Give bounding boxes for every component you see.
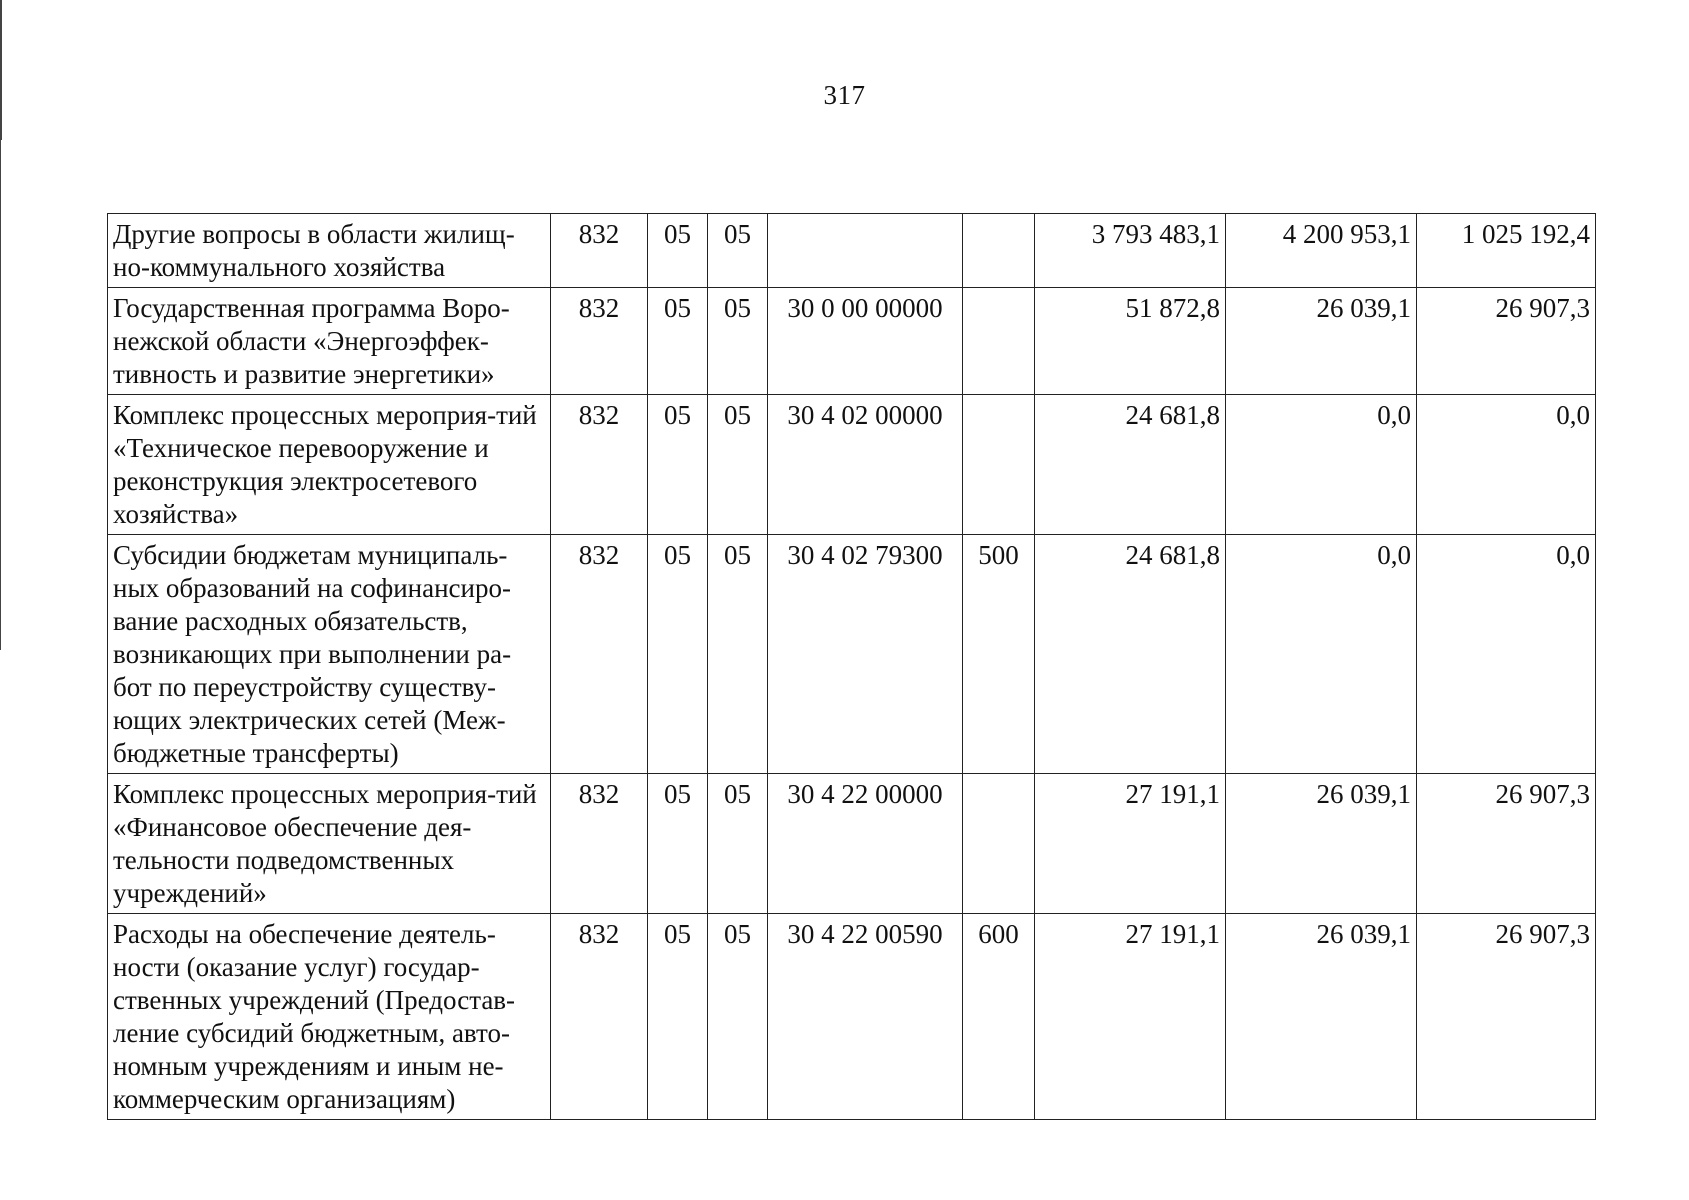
pr-code: 05	[708, 914, 768, 1120]
pr-code: 05	[708, 288, 768, 395]
sum-year-3: 26 907,3	[1417, 288, 1596, 395]
ved-code: 832	[551, 914, 648, 1120]
sum-year-2: 4 200 953,1	[1226, 214, 1417, 288]
table-row	[108, 914, 1596, 1120]
sum-year-2: 0,0	[1226, 395, 1417, 535]
rz-code: 05	[648, 288, 708, 395]
vr-code	[963, 214, 1035, 288]
vr-code	[963, 395, 1035, 535]
ved-code: 832	[551, 774, 648, 914]
vr-code	[963, 774, 1035, 914]
table-row	[108, 214, 1596, 288]
rz-code: 05	[648, 395, 708, 535]
vr-code: 600	[963, 914, 1035, 1120]
rz-code: 05	[648, 914, 708, 1120]
rz-code: 05	[648, 214, 708, 288]
vr-code: 500	[963, 535, 1035, 774]
sum-year-3: 1 025 192,4	[1417, 214, 1596, 288]
ved-code: 832	[551, 288, 648, 395]
table-row	[108, 535, 1596, 774]
csr-code: 30 4 02 00000	[768, 395, 963, 535]
row-name: Субсидии бюджетам муниципаль-ных образований на софинансиро-вание расходных обязательств, возникающих при выполнении ра-бот по переустройству существу-ющих электрических сетей (Меж-бюджетные трансферты)	[108, 535, 551, 774]
sum-year-3: 26 907,3	[1417, 914, 1596, 1120]
csr-code: 30 4 22 00000	[768, 774, 963, 914]
sum-year-2: 26 039,1	[1226, 288, 1417, 395]
sum-year-2: 0,0	[1226, 535, 1417, 774]
table-row	[108, 774, 1596, 914]
csr-code	[768, 214, 963, 288]
row-name: Комплекс процессных мероприя-тий «Финансовое обеспечение дея-тельности подведомственных учреждений»	[108, 774, 551, 914]
ved-code: 832	[551, 214, 648, 288]
csr-code: 30 0 00 00000	[768, 288, 963, 395]
table-row	[108, 288, 1596, 395]
row-name: Другие вопросы в области жилищ-но-коммунального хозяйства	[108, 214, 551, 288]
sum-year-1: 24 681,8	[1035, 535, 1226, 774]
sum-year-1: 51 872,8	[1035, 288, 1226, 395]
page-number: 317	[823, 80, 866, 110]
sum-year-3: 0,0	[1417, 535, 1596, 774]
row-name: Расходы на обеспечение деятель-ности (оказание услуг) государ-ственных учреждений (Предостав-ление субсидий бюджетным, авто-номным учреждениям и иным не-коммерческим организациям)	[108, 914, 551, 1120]
csr-code: 30 4 02 79300	[768, 535, 963, 774]
pr-code: 05	[708, 774, 768, 914]
table-row	[108, 395, 1596, 535]
budget-table	[107, 213, 1596, 1120]
vr-code	[963, 288, 1035, 395]
pr-code: 05	[708, 395, 768, 535]
pr-code: 05	[708, 535, 768, 774]
sum-year-3: 26 907,3	[1417, 774, 1596, 914]
row-name: Комплекс процессных мероприя-тий «Техническое перевооружение и реконструкция электросетевого хозяйства»	[108, 395, 551, 535]
sum-year-2: 26 039,1	[1226, 774, 1417, 914]
sum-year-1: 24 681,8	[1035, 395, 1226, 535]
sum-year-1: 27 191,1	[1035, 914, 1226, 1120]
rz-code: 05	[648, 774, 708, 914]
left-margin-line	[0, 140, 1, 650]
ved-code: 832	[551, 535, 648, 774]
sum-year-3: 0,0	[1417, 395, 1596, 535]
sum-year-1: 27 191,1	[1035, 774, 1226, 914]
sum-year-2: 26 039,1	[1226, 914, 1417, 1120]
left-margin-line	[0, 0, 2, 140]
row-name: Государственная программа Воро-нежской области «Энергоэффек-тивность и развитие энергетики»	[108, 288, 551, 395]
pr-code: 05	[708, 214, 768, 288]
csr-code: 30 4 22 00590	[768, 914, 963, 1120]
rz-code: 05	[648, 535, 708, 774]
sum-year-1: 3 793 483,1	[1035, 214, 1226, 288]
ved-code: 832	[551, 395, 648, 535]
